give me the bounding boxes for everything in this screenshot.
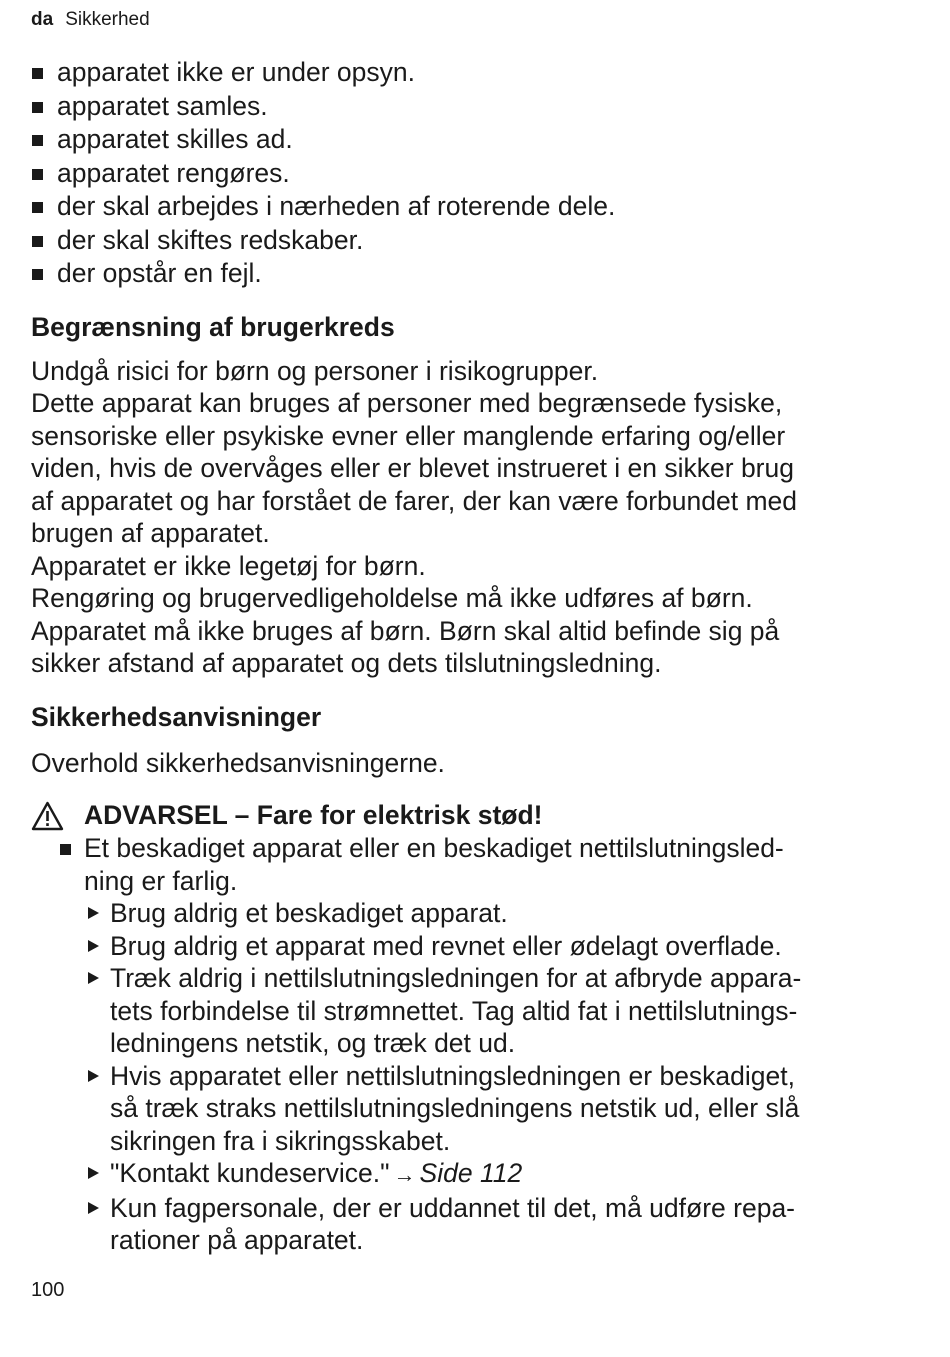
square-bullet: [60, 844, 71, 855]
text-line: Hvis apparatet eller nettilslutningsledningen er beskadiget,: [110, 1060, 796, 1091]
warning-title-text: ADVARSEL – Fare for elektrisk stød!: [84, 800, 543, 830]
text-line: tets forbindelse til strømnettet. Tag altid fat i nettilslutnings-: [110, 995, 798, 1026]
text-line: Rengøring og brugervedligeholdelse må ikke udføres af børn.: [31, 583, 753, 613]
page-header: [31, 9, 150, 31]
action-item: [31, 897, 911, 930]
page-number: 100: [31, 1279, 65, 1301]
contact-service-text: "Kontakt kundeservice.": [110, 1158, 390, 1188]
text-line: ning er farlig.: [84, 865, 238, 896]
text-line: Apparatet må ikke bruges af børn. Børn skal altid befinde sig på: [31, 615, 780, 646]
warning-title: [31, 799, 911, 832]
heading-safety-instructions: Sikkerhedsanvisninger: [31, 701, 322, 732]
section-title: Sikkerhed: [65, 9, 150, 30]
text-line: sensoriske eller psykiske evner eller manglende erfaring og/eller: [31, 420, 786, 451]
safety-intro-text: Overhold sikkerhedsanvisningerne.: [31, 747, 445, 778]
action-item: [31, 930, 911, 963]
triangle-bullet-icon: [88, 940, 99, 952]
triangle-bullet-icon: [88, 1202, 99, 1214]
list-item: der skal skiftes redskaber.: [31, 224, 911, 258]
intro-list: [31, 56, 911, 291]
text-line: af apparatet og har forstået de farer, der kan være forbundet med: [31, 485, 798, 516]
language-code: da: [31, 9, 54, 30]
warning-block: [31, 799, 911, 1257]
text-line: [110, 1157, 911, 1192]
triangle-bullet-icon: [88, 1070, 99, 1082]
page-content: [31, 56, 911, 1257]
text-line: sikker afstand af apparatet og dets tilslutningsledning.: [31, 648, 662, 678]
text-line: Undgå risici for børn og personer i risikogrupper.: [31, 355, 599, 386]
text-line: viden, hvis de overvåges eller er blevet instrueret i en sikker brug: [31, 453, 794, 483]
text-line: Kun fagpersonale, der er uddannet til det, må udføre repa-: [110, 1192, 796, 1223]
text-line: rationer på apparatet.: [110, 1225, 364, 1255]
list-item: apparatet rengøres.: [31, 157, 911, 191]
text-line: ledningens netstik, og træk det ud.: [110, 1028, 516, 1058]
list-item: apparatet ikke er under opsyn.: [31, 56, 911, 90]
text-line: brugen af apparatet.: [31, 518, 270, 548]
text-line: Brug aldrig et beskadiget apparat.: [110, 898, 508, 928]
text-line: så træk straks nettilslutningsledningens netstik ud, eller slå: [110, 1093, 800, 1123]
action-item: [31, 1192, 911, 1257]
arrow-right-icon: →: [393, 1162, 416, 1187]
heading-user-restriction: Begrænsning af brugerkreds: [31, 311, 395, 342]
text-line: Træk aldrig i nettilslutningsledningen for at afbryde appara-: [110, 963, 802, 993]
triangle-bullet-icon: [88, 1167, 99, 1179]
page-reference-link[interactable]: Side 112: [419, 1158, 523, 1188]
action-item: [31, 1157, 911, 1192]
list-item: apparatet samles.: [31, 90, 911, 124]
hazard-item: [31, 832, 911, 897]
list-item: der skal arbejdes i nærheden af roterende dele.: [31, 190, 911, 224]
list-item: der opstår en fejl.: [31, 257, 911, 291]
action-item: [31, 1060, 911, 1158]
text-line: Et beskadiget apparat eller en beskadiget nettilslutningsled-: [84, 833, 784, 863]
user-restriction-text: [31, 355, 911, 680]
text-line: Dette apparat kan bruges af personer med begrænsede fysiske,: [31, 388, 783, 418]
action-item: [31, 962, 911, 1060]
text-line: sikringen fra i sikringsskabet.: [110, 1125, 451, 1156]
triangle-bullet-icon: [88, 972, 99, 984]
text-line: Apparatet er ikke legetøj for børn.: [31, 550, 426, 581]
text-line: Brug aldrig et apparat med revnet eller ødelagt overflade.: [110, 930, 782, 961]
triangle-bullet-icon: [88, 907, 99, 919]
warning-triangle-icon: [31, 801, 64, 831]
list-item: apparatet skilles ad.: [31, 123, 911, 157]
action-list: [31, 897, 911, 1257]
